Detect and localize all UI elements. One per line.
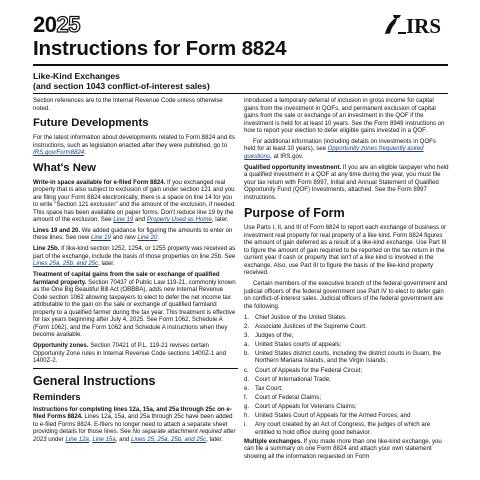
reminders-heading: Reminders bbox=[33, 391, 81, 402]
list-item: e. Tax Court; bbox=[244, 384, 283, 392]
irs-logo bbox=[382, 12, 452, 38]
list-item: d. Court of International Trade; bbox=[244, 375, 331, 383]
opportunity-zone-more: For additional information (including details on investments in QOFs held for at least 10 years), see Opportunity zones frequently asked questions, at IRS.gov. bbox=[244, 137, 436, 160]
list-item: f. Court of Federal Claims; bbox=[244, 393, 322, 401]
judicial-officers-list bbox=[244, 314, 449, 437]
lines-25abc-link[interactable]: Lines 25a, 25b, and 25c bbox=[33, 260, 99, 268]
irs-logo-text: IRS bbox=[406, 14, 442, 38]
list-item: i. Any court created by an Act of Congress, the judges of which are entitled to hold office during good behavior. bbox=[244, 421, 431, 436]
right-column bbox=[244, 97, 449, 464]
tax-year-solid: 20 bbox=[33, 12, 57, 37]
irs-form8824-link[interactable]: IRS.gov/Form8824 bbox=[33, 149, 85, 156]
property-used-as-home-link[interactable]: Property Used as Home bbox=[146, 216, 212, 223]
line-15a-link[interactable]: Line 15a bbox=[92, 435, 116, 443]
intro-text: Section references are to the Internal Revenue Code unless otherwise noted. bbox=[33, 97, 223, 112]
list-item: c. Court of Appeals for the Federal Circuit; bbox=[244, 366, 363, 374]
list-item: a. United States courts of appeals; bbox=[244, 340, 342, 348]
general-instructions-heading: General Instructions bbox=[33, 373, 156, 388]
new-line-19-link[interactable]: Line 19 bbox=[90, 234, 111, 242]
whats-new-item-line-25b: Line 25b. If like-kind section 1252, 1254, or 1255 property was received as part of the exchange, include the basis of those properties on line 25b. See Lines 25a, 25b, and 25c, later. bbox=[33, 245, 236, 268]
officers-text: Certain members of the executive branch of the federal government and judicial officers of the federal government use Part IV to elect to defer gain on conflict-of-interest sales. Judicial officers of the federal government are the following. bbox=[244, 280, 448, 310]
tax-year-outline: 25 bbox=[56, 12, 80, 37]
future-developments-heading: Future Developments bbox=[33, 117, 149, 129]
left-column bbox=[33, 97, 238, 447]
line-12a-link[interactable]: Line 12a bbox=[65, 435, 89, 443]
line-19-link[interactable]: Line 19 bbox=[113, 216, 134, 223]
reminder-efile-lines: Instructions for completing lines 12a, 15a, and 25a through 25c on e-filed Forms 8824. Lines 12a, 15a, and 25a through 25c have been added to e-filed Forms 8824. E-filers no longer need to attach a separate sheet providing details for those lines. See No separate attachment required after 2023 under Line 12a, Line 15a, and Lines 25, 25a, 25b, and 25c, later. bbox=[33, 405, 236, 443]
list-item: g. Court of Appeals for Veterans Claims; bbox=[244, 402, 357, 410]
whats-new-item-efile: Write-in space available for e-filed Form 8824. If you exchanged real property that is also subject to exclusion of gain under section 121 and you are filing your Form 8824 electronically, there is a space on line 14 for you to write “Section 121 exclusion” and the amount of the exclusion, if needed. This space has been available on paper forms. Don't reduce line 19 by the amount of the exclusion. See Line 19 and Property Used as Home, later. bbox=[33, 178, 236, 223]
opportunity-zone-text: introduced a temporary deferral of inclusion in gross income for capital gains from the investment in QOFs, and permanent exclusion of capital gains from the sale or exchange of an investment in the QOF if the investment is held for at least 10 years. See the Form 8949 instructions on how to report your election to defer eligible gains invested in a QOF. bbox=[244, 97, 445, 134]
section-divider bbox=[33, 368, 238, 369]
subtitle-line-1: Like-Kind Exchanges bbox=[33, 71, 120, 81]
tax-year bbox=[33, 14, 80, 36]
lines-25-link[interactable]: Lines 25, 25a, 25b, and 25c bbox=[130, 435, 207, 443]
purpose-of-form-heading: Purpose of Form bbox=[244, 206, 345, 221]
whats-new-item-lines-19-20: Lines 19 and 20. We added guidance for figuring the amounts to enter on these lines. See new Line 19 and new Line 20. bbox=[33, 226, 233, 242]
list-item: 2. Associate Justices of the Supreme Court. bbox=[244, 322, 367, 330]
oz-faq-link[interactable]: Opportunity zones frequently asked questions bbox=[244, 145, 424, 160]
list-item: b. United States district courts, including the district courts in Guam, the Northern Mariana Islands, and the Virgin Islands; bbox=[244, 349, 441, 365]
purpose-text: Use Parts I, II, and III of Form 8824 to report each exchange of business or investment real property for real property of a like kind. Form 8824 figures the amount of gain deferred as a result of a like-kind exchange. Use Part III to figure the amount of gain required to be reported on the tax return in the current year if cash or property that isn't of a like kind is involved in the exchange. Also, use Part III to figure the basis of the like-kind property received. bbox=[244, 224, 447, 277]
subtitle-line-2: (and section 1043 conflict-of-interest sales) bbox=[33, 81, 210, 91]
subtitle-rule bbox=[33, 93, 448, 94]
whats-new-item-farmland: Treatment of capital gains from the sale or exchange of qualified farmland property. Section 70437 of Public Law 119-21, commonly known as the One Big Beautiful Bill Act (OBBBA), adds new Internal Revenue Code section 1062 allowing taxpayers to elect to defer the net income tax attributable to the gain on the sale or exchange of qualified farmland property to a qualified farmer during the tax year. This treatment is effective for tax years beginning after July 4, 2025. See Form 1062, Schedule A (Form 1062), and the Form 1062 and Schedule A instructions when they become available. bbox=[33, 271, 236, 339]
new-line-20-link[interactable]: Line 20 bbox=[137, 234, 158, 242]
list-item: h. United States Court of Appeals for the Armed Forces; and bbox=[244, 412, 411, 419]
whats-new-heading: What's New bbox=[33, 161, 96, 174]
multiple-exchanges: Multiple exchanges. If you made more than one like-kind exchange, you can file a summary on one Form 8824 and attach your own statement showing all the information requested on Form bbox=[244, 437, 442, 460]
future-developments-text: For the latest information about developments related to Form 8824 and its instructions, such as legislation enacted after they were published, go to IRS.gov/Form8824. bbox=[33, 134, 235, 156]
list-item: 1. Chief Justice of the United States. bbox=[244, 313, 347, 321]
whats-new-item-opportunity-zones: Opportunity zones. Section 70421 of P.L. 119-21 revises certain Opportunity Zone rules in Internal Revenue Code sections 1400Z-1 and 1400Z-2. bbox=[33, 342, 227, 365]
qualified-opportunity-investment: Qualified opportunity investment. If you are an eligible taxpayer who held a qualified investment in a QOF at any time during the year, you must file your tax return with Form 8997, Initial and Annual Statement of Qualified Opportunity Fund (QOF) Investments, attached. See the Form 8997 instructions. bbox=[244, 163, 449, 201]
title-rule bbox=[33, 64, 448, 66]
page-title: Instructions for Form 8824 bbox=[33, 37, 287, 60]
subtitle bbox=[33, 71, 210, 91]
list-item: 3. Judges of the; bbox=[244, 331, 294, 339]
